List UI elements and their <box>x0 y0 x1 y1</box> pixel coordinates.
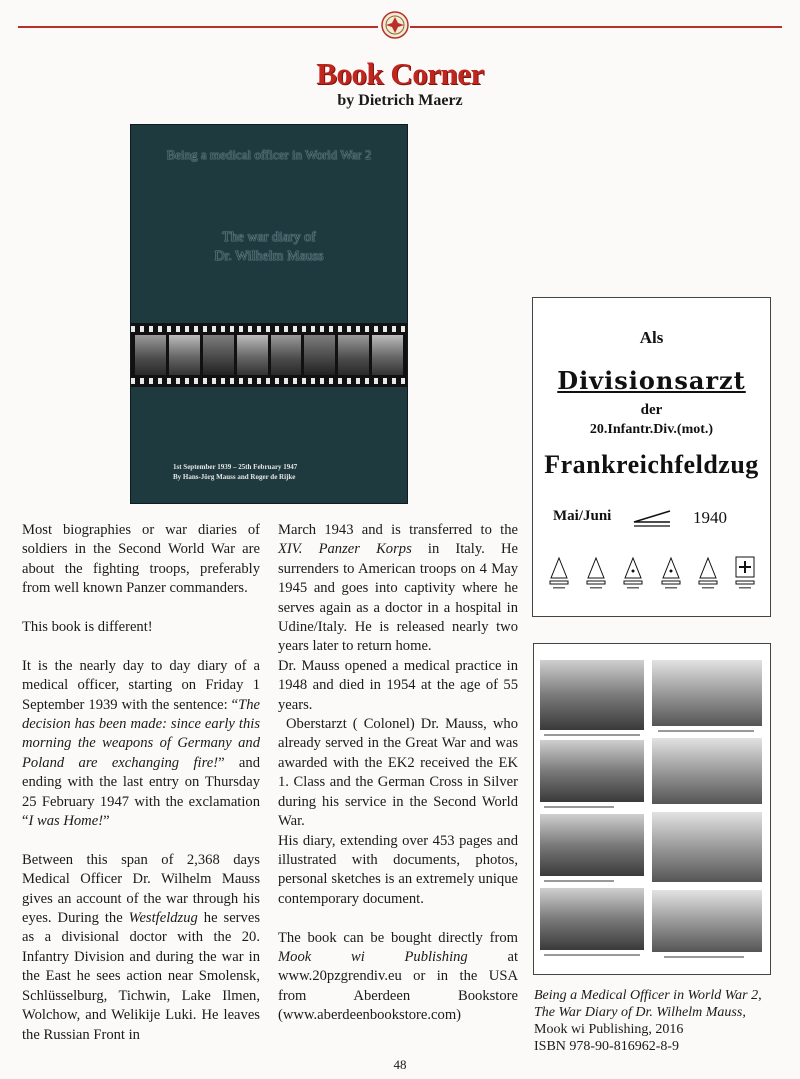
photo <box>540 814 644 876</box>
cover-date-range: 1st September 1939 – 25th February 1947 <box>173 463 298 471</box>
paragraph: Oberstarzt ( Colonel) Dr. Mauss, who already served in the Great War and was awarded with the EK2 received the EK 1. Class and the German Cross in Silver during his service in the Second World War. <box>278 716 518 830</box>
photo-page-image <box>533 643 771 975</box>
film-frame <box>372 335 403 375</box>
triangle-symbol-icon <box>584 554 608 592</box>
paragraph: Dr. Mauss opened a medical practice in 1948 and died in 1954 at the age of 55 years. <box>278 657 518 713</box>
triangle-symbol-icon <box>547 554 571 592</box>
text-run: March 1943 and is transferred to the <box>278 522 518 538</box>
film-frame <box>169 335 200 375</box>
text-run: The book can be bought directly from <box>278 929 518 946</box>
paragraph: His diary, extending over 453 pages and illustrated with documents, photos, personal sketches is an extremely unique contemporary document. <box>278 832 518 907</box>
text-run: at www.20pzgrendiv.eu or in the USA from Aberdeen Bookstore (www.aberdeenbookstore.com) <box>278 948 518 1024</box>
triangle-symbol-icon <box>621 554 645 592</box>
cover-series-title: Being a medical officer in World War 2 <box>166 147 372 162</box>
photo-caption-line <box>544 954 640 956</box>
doc-der: der <box>640 402 663 418</box>
cover-title-line2: Dr. Wilhelm Mauss <box>214 249 324 264</box>
quote-italic: The decision has been made: since early this morning the weapons of Germany and Poland are exchanging fire! <box>22 696 260 771</box>
certificate-image <box>532 297 771 617</box>
paragraph <box>278 521 518 657</box>
emblem-icon <box>380 10 410 40</box>
photo <box>652 812 762 882</box>
caption-publisher: Mook wi Publishing, 2016 <box>534 1022 684 1037</box>
article-column-1 <box>22 521 260 1045</box>
header-rule-left <box>18 26 378 28</box>
paragraph <box>22 851 260 1045</box>
doc-infantry: 20.Infantr.Div.(mot.) <box>589 422 714 437</box>
photo <box>540 660 644 730</box>
film-frame <box>304 335 335 375</box>
paragraph <box>22 657 260 832</box>
doc-year: 1940 <box>693 508 727 527</box>
paragraph: Most biographies or war diaries of soldiers in the Second World War are about the fighting troops, preferably from well known Panzer commanders. <box>22 522 260 597</box>
photo <box>652 890 762 952</box>
term-italic: Westfeldzug <box>128 910 198 927</box>
film-frame <box>135 335 166 375</box>
photo-caption-line <box>544 734 640 736</box>
text-run: he serves as a divisional doctor with the 20. Infantry Division and during the war in the East he sees action near Smolensk, Schlüsselburg, Tichwin, Lake Ilmen, Wolchow, and Welikije Luki. He leaves the Russian Front in <box>22 910 260 1043</box>
photo <box>540 888 644 950</box>
photo <box>652 738 762 804</box>
term-italic: XIV. Panzer Korps <box>278 541 412 558</box>
text-run: in Italy. He surrenders to American troops on 4 May 1945 and goes into captivity where he serves again as a doctor in a hospital in Udine/Italy. He is released nearly two years later to return home. <box>278 541 518 655</box>
photo-caption-line <box>658 730 754 732</box>
doc-mai-juni: Mai/Juni <box>553 508 612 524</box>
medical-cross-symbol-icon <box>733 554 757 592</box>
publisher-italic: Mook wi Publishing <box>278 948 468 965</box>
quote-italic: I was Home! <box>28 813 104 830</box>
filmstrip-frames <box>135 335 403 375</box>
caption-title: Being a Medical Officer in World War 2, The War Diary of Dr. Wilhelm Mauss, <box>534 988 762 1020</box>
triangle-symbol-icon <box>659 554 683 592</box>
text-run: ” and ending with the last entry on Thursday 25 February 1947 with the exclamation “ <box>22 754 260 830</box>
book-caption <box>534 987 774 1055</box>
film-frame <box>237 335 268 375</box>
photo-caption-line <box>544 880 614 882</box>
caption-isbn: ISBN 978-90-816962-8-9 <box>534 1039 680 1054</box>
article-column-2 <box>278 521 518 1026</box>
cover-dates <box>173 462 297 482</box>
cover-title <box>131 228 407 266</box>
film-frame <box>271 335 302 375</box>
photo-caption-line <box>544 806 614 808</box>
photo-caption-line <box>664 956 744 958</box>
cover-title-line1: The war diary of <box>222 230 316 245</box>
byline: by Dietrich Maerz <box>337 92 463 109</box>
book-cover <box>130 124 408 504</box>
cover-authors: By Hans-Jörg Mauss and Roger de Rijke <box>173 473 296 481</box>
paragraph: This book is different! <box>22 619 153 636</box>
section-title: Book Corner <box>316 56 484 91</box>
photo <box>652 660 762 726</box>
photo <box>540 740 644 802</box>
text-run: ” <box>103 813 110 830</box>
doc-frankreichfeldzug: Frankreichfeldzug <box>544 450 759 479</box>
wedge-icon <box>632 510 672 528</box>
text-run: It is the nearly day to day diary of a medical officer, starting on Friday 1 September 1939 with the sentence: “ <box>22 657 260 713</box>
text-run: Between this span of 2,368 days Medical Officer Dr. Wilhelm Mauss gives an account of the war through his eyes. During the <box>22 851 260 927</box>
cover-filmstrip <box>131 323 407 387</box>
filmstrip-perforation <box>131 378 407 384</box>
film-frame <box>203 335 234 375</box>
paragraph <box>278 929 518 1026</box>
doc-divisionsarzt: Divisionsarzt <box>557 366 746 395</box>
page-number: 48 <box>393 1057 407 1072</box>
triangle-symbol-icon <box>696 554 720 592</box>
header-rule-right <box>410 26 782 28</box>
film-frame <box>338 335 369 375</box>
tactical-symbols <box>547 554 757 592</box>
doc-als: Als <box>639 328 664 347</box>
filmstrip-perforation <box>131 326 407 332</box>
